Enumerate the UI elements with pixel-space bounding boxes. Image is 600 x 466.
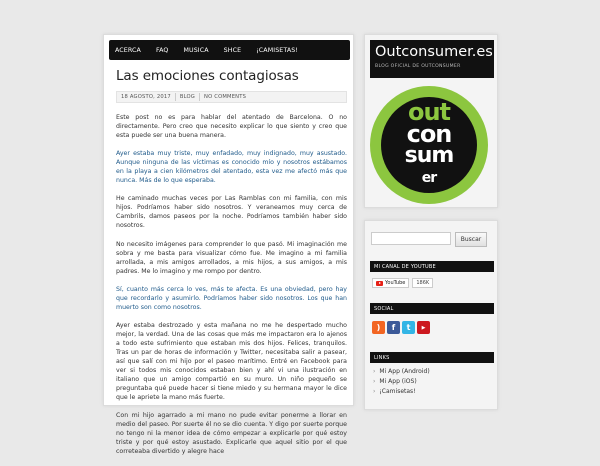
post-comments-link[interactable]: NO COMMENTS (204, 94, 247, 100)
post-paragraph: Con mi hijo agarrado a mi mano no pude evitar ponerme a llorar en medio del paseo. Por suerte él no se dio cuenta. Y digo por suerte porque no tengo ni la menor idea de cómo empezar a explicarle por qué estoy triste y por qué estoy asustado. Explicarle que aquel sitio por el que correteaba divertido y alegre hace (116, 412, 347, 456)
logo-word: sum (404, 143, 454, 168)
logo-inner-circle (381, 97, 477, 193)
link-ios-app[interactable]: › Mi App (iOS) (373, 377, 430, 387)
site-title[interactable]: Outconsumer.es (375, 44, 493, 60)
site-header (364, 34, 498, 208)
links-widget-title: LINKS (370, 352, 494, 363)
rss-icon[interactable]: ) (372, 321, 385, 334)
post-category-link[interactable]: BLOG (179, 94, 196, 100)
nav-item-shce[interactable]: SHCE (223, 46, 242, 54)
twitter-icon[interactable]: t (402, 321, 415, 334)
post-paragraph: He caminado muchas veces por Las Ramblas con mi familia, con mis hijos. Podríamos haber sido nosotros. Y veraneamos muy cerca de Cambrils, damos paseos por la noche. Podríamos también haber sido nosotros. (116, 195, 347, 230)
nav-item-faq[interactable]: FAQ (155, 46, 169, 54)
post-paragraph: Ayer estaba destrozado y esta mañana no me he despertado mucho mejor, la verdad. Una de las cosas que más me impactaron era lo ajenos a todo este sufrimiento que estaban mis dos hijos. Felices, tranquilos. Tras un par de horas de información y Twitter, necesitaba salir a pasear, así que salí con mi hijo por el paseo marítimo. Entré en Facebook para ver si todos mis conocidos estaban bien y ahí vi una ilustración en italiano que un amigo compartió en su muro. Un niño pequeño se preguntaba qué puede hacer si tiene miedo y su hermana mayor le dice que le apriete la mano más fuerte. (116, 321, 347, 402)
subscriber-count: 186K (412, 278, 433, 288)
link-android-app[interactable]: › Mi App (Android) (373, 367, 430, 377)
search-input[interactable] (371, 232, 451, 245)
post-paragraph: Este post no es para hablar del atentado de Barcelona. O no directamente. Pero creo que necesito explicar lo que siento y creo que esta puede ser una buena manera. (116, 114, 347, 140)
blog-post (116, 67, 347, 466)
logo-word: con (406, 120, 452, 148)
site-title-bar (370, 40, 494, 78)
meta-divider (175, 93, 176, 101)
post-date: 18 AGOSTO, 2017 (121, 94, 171, 100)
main-column (103, 34, 354, 456)
youtube-icon (376, 281, 383, 286)
youtube-subscribe-button[interactable] (372, 278, 409, 288)
social-icons (372, 321, 432, 334)
youtube-social-icon[interactable]: ▶ (417, 321, 430, 334)
post-paragraph: No necesito imágenes para comprender lo que pasó. Mi imaginación me sobra y me basta para visualizar cómo fue. Me imagino a mi familia arrollada, a mis amigos arrollados, a mis hijos, a sus amigos, a mis padres. Me lo imagino y me rompo por dentro. (116, 240, 347, 275)
youtube-subscribe (372, 278, 433, 288)
social-widget-title: SOCIAL (370, 303, 494, 314)
post-body (116, 113, 347, 457)
top-navigation (109, 40, 350, 60)
logo-word: out (407, 98, 451, 126)
facebook-icon[interactable]: f (387, 321, 400, 334)
post-paragraph: Ayer estaba muy triste, muy enfadado, muy indignado, muy asustado. Aunque ninguna de las víctimas es conocido mío y nosotros estábamos en la playa a cien kilómetros del atentado, esta vez me afectó más que nunca. Más de lo que esperaba. (116, 150, 347, 185)
post-meta (116, 91, 347, 103)
youtube-label: YouTube (385, 280, 406, 286)
meta-divider (199, 93, 200, 101)
nav-item-acerca[interactable]: ACERCA (115, 46, 141, 54)
link-camisetas[interactable]: › ¡Camisetas! (373, 387, 430, 397)
outconsumer-logo[interactable] (370, 86, 488, 204)
search-button[interactable]: Buscar (455, 232, 487, 247)
sidebar (364, 220, 498, 410)
links-list (373, 367, 430, 397)
youtube-widget-title: MI CANAL DE YOUTUBE (370, 261, 494, 272)
search-form (371, 232, 487, 247)
site-tagline: BLOG OFICIAL DE OUTCONSUMER (375, 64, 461, 69)
nav-item-camisetas[interactable]: ¡CAMISETAS! (256, 46, 298, 54)
post-paragraph: Sí, cuanto más cerca lo ves, más te afecta. Es una obviedad, pero hay que recordarlo y asumirlo. Podríamos haber sido nosotros. Los que han muerto son como nosotros. (116, 285, 347, 311)
nav-item-musica[interactable]: MUSICA (183, 46, 209, 54)
post-title[interactable]: Las emociones contagiosas (116, 68, 299, 84)
logo-word: er (421, 170, 437, 186)
